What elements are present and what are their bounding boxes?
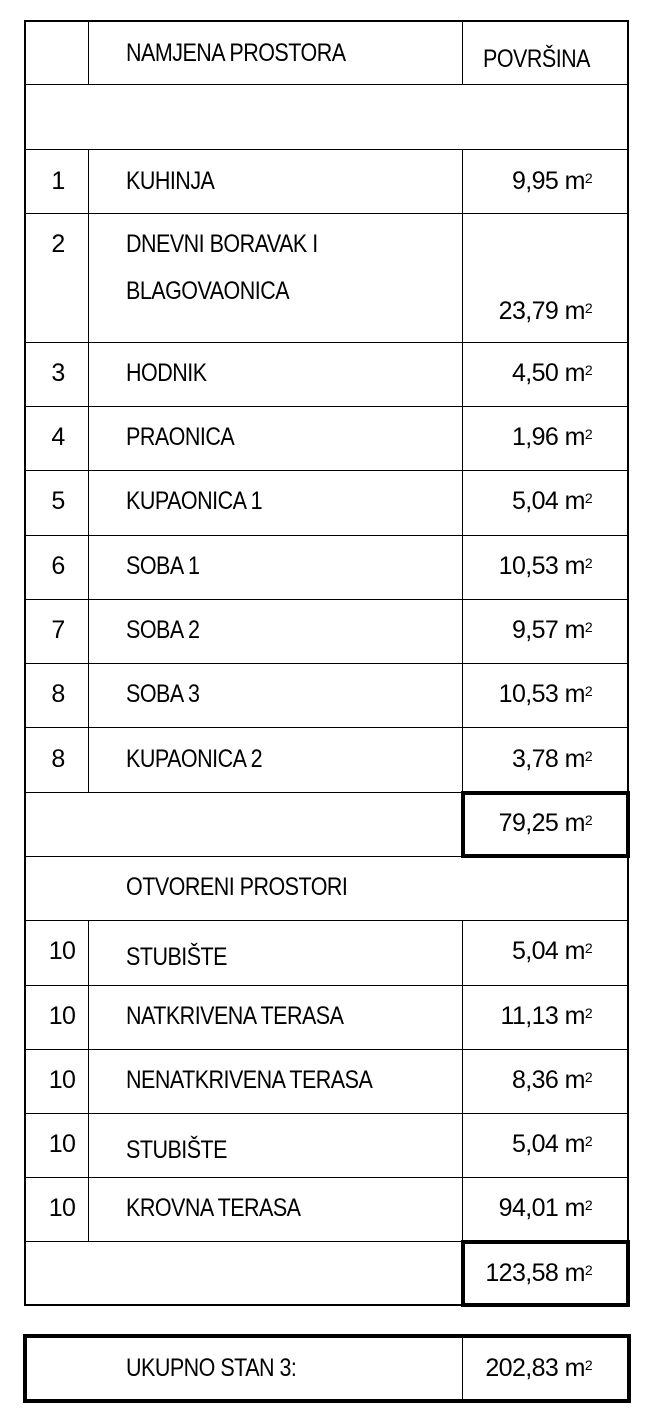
row-area: 5,04 $m^2$ — [511, 937, 592, 965]
row-number: 6 — [51, 552, 65, 580]
row-area: 11,13 $m^2$ — [500, 1002, 592, 1030]
section-title-open: OTVORENI PROSTORI — [126, 873, 348, 901]
header-area: POVRŠINA — [483, 45, 590, 73]
row-name: KUHINJA — [126, 167, 215, 195]
row-line — [24, 985, 629, 986]
row-number: 10 — [48, 937, 76, 965]
row-area: 5,04 $m^2$ — [511, 487, 592, 515]
row-number: 10 — [48, 1002, 76, 1030]
row-area: 4,50 $m^2$ — [511, 359, 592, 387]
row-line — [24, 727, 629, 728]
row-name: STUBIŠTE — [126, 943, 228, 971]
col-line-area — [462, 20, 463, 84]
subtotal-open: 123,58 $m^2$ — [485, 1259, 592, 1287]
row-number: 10 — [48, 1130, 76, 1158]
row-number: 7 — [51, 616, 65, 644]
row-name: KUPAONICA 2 — [126, 745, 263, 773]
row-number: 5 — [51, 487, 65, 515]
row-line — [24, 84, 629, 85]
table-border-top — [24, 20, 629, 22]
row-number: 8 — [51, 680, 65, 708]
row-name: SOBA 2 — [126, 616, 200, 644]
row-area: 1,96 $m^2$ — [511, 423, 592, 451]
row-number: 1 — [51, 167, 65, 195]
row-name: SOBA 1 — [126, 552, 200, 580]
row-number: 4 — [51, 423, 65, 451]
row-name: KROVNA TERASA — [126, 1194, 301, 1222]
row-name: SOBA 3 — [126, 680, 200, 708]
row-name: STUBIŠTE — [126, 1136, 228, 1164]
subtotal-interior: 79,25 $m^2$ — [498, 809, 592, 837]
row-area: 23,79 $m^2$ — [498, 297, 592, 325]
row-name: HODNIK — [126, 359, 207, 387]
row-line — [24, 663, 629, 664]
row-area: 9,57 $m^2$ — [511, 616, 592, 644]
row-name-line1: DNEVNI BORAVAK I — [126, 230, 318, 258]
row-line — [24, 1049, 629, 1050]
row-line — [24, 470, 629, 471]
row-area: 10,53 $m^2$ — [498, 680, 592, 708]
row-line — [24, 535, 629, 536]
row-line — [24, 1177, 629, 1178]
row-name: PRAONICA — [126, 423, 235, 451]
row-number: 10 — [48, 1194, 76, 1222]
row-number: 10 — [48, 1066, 76, 1094]
row-name: NENATKRIVENA TERASA — [126, 1066, 373, 1094]
row-name: NATKRIVENA TERASA — [126, 1002, 344, 1030]
row-area: 94,01 $m^2$ — [498, 1194, 592, 1222]
row-name-line2: BLAGOVAONICA — [126, 277, 290, 305]
row-area: 8,36 $m^2$ — [511, 1066, 592, 1094]
row-number: 3 — [51, 359, 65, 387]
row-line — [24, 149, 629, 150]
row-area: 5,04 $m^2$ — [511, 1130, 592, 1158]
col-line-no — [88, 149, 89, 792]
row-line — [24, 1113, 629, 1114]
row-line — [24, 342, 629, 343]
row-line — [24, 213, 629, 214]
col-line-no — [88, 920, 89, 1241]
row-name: KUPAONICA 1 — [126, 487, 263, 515]
row-area: 3,78 $m^2$ — [511, 745, 592, 773]
total-value: 202,83 $m^2$ — [485, 1354, 592, 1382]
total-label: UKUPNO STAN 3: — [126, 1354, 297, 1382]
header-name: NAMJENA PROSTORA — [126, 39, 346, 67]
row-area: 10,53 $m^2$ — [498, 552, 592, 580]
row-number: 2 — [51, 230, 65, 258]
row-line — [24, 599, 629, 600]
row-number: 8 — [51, 745, 65, 773]
row-area: 9,95 $m^2$ — [511, 167, 592, 195]
row-line — [24, 920, 629, 921]
row-line — [24, 406, 629, 407]
col-line-no — [88, 20, 89, 84]
